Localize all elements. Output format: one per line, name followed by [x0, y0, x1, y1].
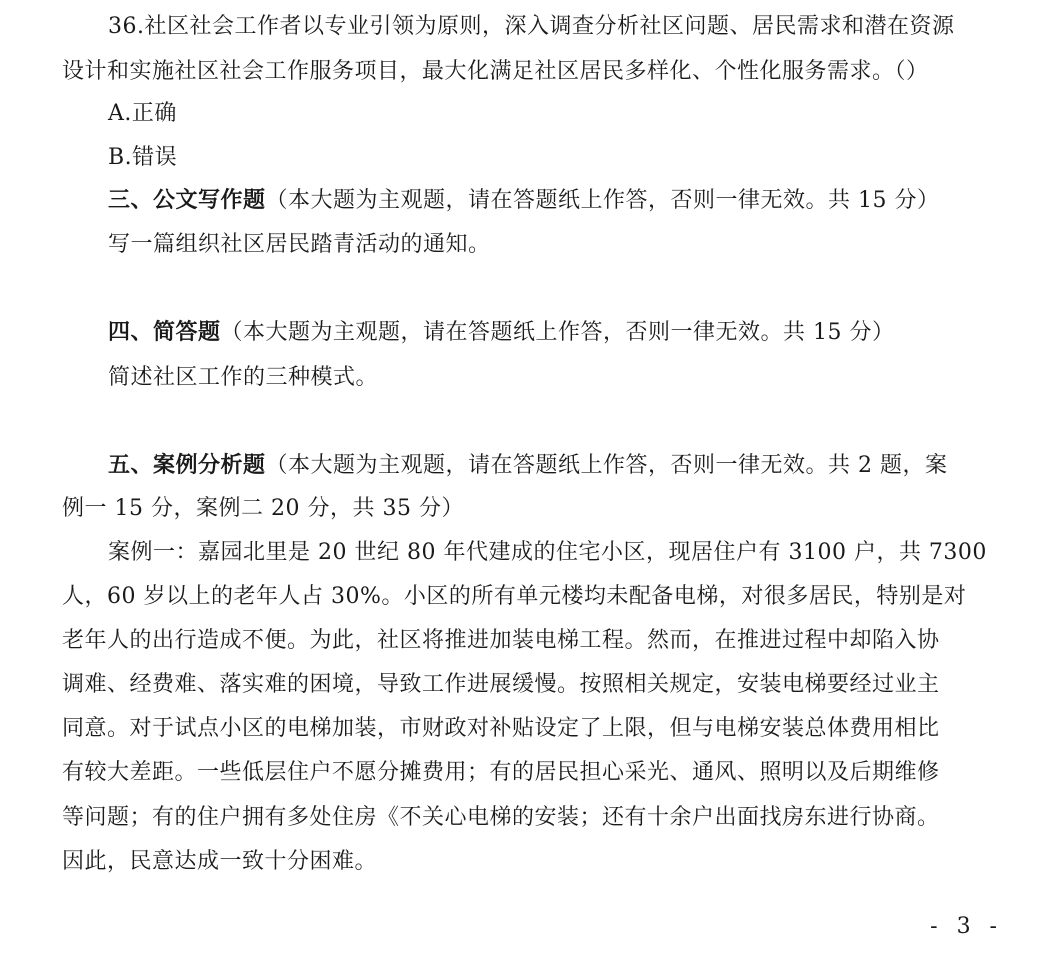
section-5-note-line-2: 例一 15 分，案例二 20 分，共 35 分） [62, 496, 464, 521]
section-3-note: （本大题为主观题，请在答题纸上作答，否则一律无效。共 15 分） [265, 188, 940, 213]
case-line-1: 案例一：嘉园北里是 20 世纪 80 年代建成的住宅小区，现居住户有 3100 户，共 7300 [108, 540, 987, 565]
case-line-8: 因此，民意达成一致十分困难。 [62, 849, 378, 874]
section-5-header [108, 451, 948, 481]
section-4-prompt: 简述社区工作的三种模式。 [108, 365, 379, 390]
section-3-heading: 三、公文写作题 [108, 188, 266, 213]
question-36-line-2: 设计和实施社区社会工作服务项目，最大化满足社区居民多样化、个性化服务需求。（） [62, 59, 929, 84]
option-a: A.正确 [108, 101, 177, 126]
page-number: - 3 - [930, 914, 1003, 939]
case-line-6: 有较大差距。一些低层住户不愿分摊费用；有的居民担心采光、通风、照明以及后期维修 [62, 760, 940, 785]
case-line-3: 老年人的出行造成不便。为此，社区将推进加装电梯工程。然而，在推进过程中却陷入协 [62, 628, 940, 653]
case-line-2: 人，60 岁以上的老年人占 30%。小区的所有单元楼均未配备电梯，对很多居民，特别是对 [62, 584, 967, 609]
section-3-prompt: 写一篇组织社区居民踏青活动的通知。 [108, 232, 491, 257]
section-4-header [108, 318, 895, 348]
question-36-line-1: 36.社区社会工作者以专业引领为原则，深入调查分析社区问题、居民需求和潜在资源 [108, 14, 955, 39]
case-line-7: 等问题；有的住户拥有多处住房《不关心电梯的安装；还有十余户出面找房东进行协商。 [62, 805, 940, 830]
section-3-header [108, 186, 940, 216]
section-4-note: （本大题为主观题，请在答题纸上作答，否则一律无效。共 15 分） [220, 320, 895, 345]
case-line-5: 同意。对于试点小区的电梯加装，市财政对补贴设定了上限，但与电梯安装总体费用相比 [62, 716, 940, 741]
option-b: B.错误 [108, 145, 178, 170]
case-line-4: 调难、经费难、落实难的困境，导致工作进展缓慢。按照相关规定，安装电梯要经过业主 [62, 672, 940, 697]
section-5-note-line-1: （本大题为主观题，请在答题纸上作答，否则一律无效。共 2 题，案 [265, 453, 948, 478]
section-4-heading: 四、简答题 [108, 320, 221, 345]
section-5-heading: 五、案例分析题 [108, 453, 266, 478]
